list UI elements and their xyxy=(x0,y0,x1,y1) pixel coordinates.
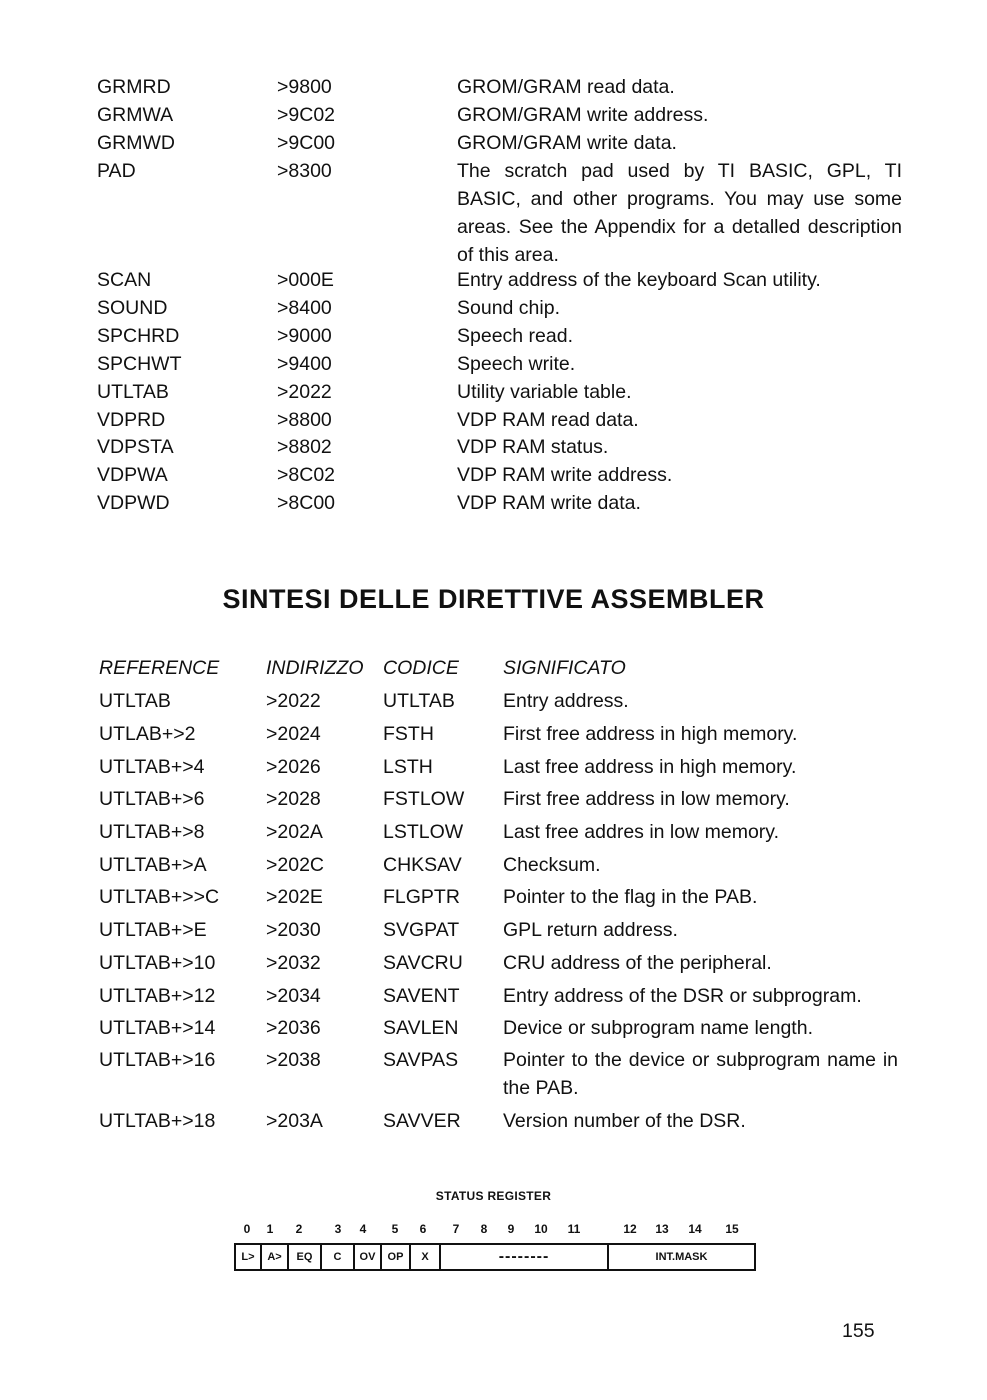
cell-reference: UTLTAB+>12 xyxy=(99,985,216,1007)
symbol-description: GROM/GRAM write address. xyxy=(457,104,709,126)
symbol-address: >9C02 xyxy=(277,104,336,126)
header-significato: SIGNIFICATO xyxy=(503,657,626,679)
cell-indirizzo: >2032 xyxy=(266,952,321,974)
symbol-name: GRMWD xyxy=(97,132,175,154)
bit-number: 6 xyxy=(419,1222,427,1236)
status-bit-op: OP xyxy=(382,1245,411,1269)
symbol-description: The scratch pad used by TI BASIC, GPL, TI BASIC, and other programs. You may use some areas. See the Appendix for a detalled description of this area. xyxy=(457,160,902,266)
symbol-name: UTLTAB xyxy=(97,381,169,403)
header-reference: REFERENCE xyxy=(99,657,220,679)
symbol-description: Sound chip. xyxy=(457,297,560,319)
symbol-address: >8C00 xyxy=(277,492,336,514)
cell-reference: UTLTAB+>6 xyxy=(99,788,205,810)
cell-reference: UTLAB+>2 xyxy=(99,723,196,745)
bit-number: 15 xyxy=(725,1222,739,1236)
bit-number: 8 xyxy=(480,1222,488,1236)
symbol-description: VDP RAM write address. xyxy=(457,464,673,486)
cell-indirizzo: >202A xyxy=(266,821,323,843)
symbol-description: VDP RAM status. xyxy=(457,436,609,458)
bit-number: 2 xyxy=(295,1222,303,1236)
status-bit-agt: A> xyxy=(262,1245,289,1269)
bit-number: 0 xyxy=(243,1222,251,1236)
bit-number: 5 xyxy=(391,1222,399,1236)
symbol-name: SPCHWT xyxy=(97,353,182,375)
cell-codice: FLGPTR xyxy=(383,886,460,908)
status-bit-c: C xyxy=(322,1245,355,1269)
cell-reference: UTLTAB+>>C xyxy=(99,886,220,908)
symbol-address: >000E xyxy=(277,269,334,291)
cell-reference: UTLTAB+>4 xyxy=(99,756,205,778)
cell-codice: CHKSAV xyxy=(383,854,462,876)
cell-reference: UTLTAB+>18 xyxy=(99,1110,216,1132)
cell-codice: FSTLOW xyxy=(383,788,465,810)
symbol-name: VDPWA xyxy=(97,464,168,486)
cell-significato: GPL return address. xyxy=(503,919,678,941)
cell-codice: SAVPAS xyxy=(383,1049,459,1071)
symbol-description: Speech read. xyxy=(457,325,574,347)
cell-indirizzo: >202E xyxy=(266,886,323,908)
status-int-mask: INT.MASK xyxy=(655,1251,708,1263)
symbol-description: Entry address of the keyboard Scan utility. xyxy=(457,269,821,291)
symbol-name: GRMRD xyxy=(97,76,171,98)
status-bit-x: X xyxy=(411,1245,441,1269)
cell-indirizzo: >2038 xyxy=(266,1049,321,1071)
cell-significato: First free address in high memory. xyxy=(503,723,798,745)
status-bit-eq: EQ xyxy=(289,1245,322,1269)
cell-codice: SVGPAT xyxy=(383,919,460,941)
cell-codice: SAVVER xyxy=(383,1110,461,1132)
cell-codice: LSTH xyxy=(383,756,433,778)
symbol-description: VDP RAM read data. xyxy=(457,409,639,431)
cell-significato: Entry address. xyxy=(503,690,629,712)
header-codice: CODICE xyxy=(383,657,459,679)
cell-indirizzo: >2026 xyxy=(266,756,321,778)
cell-indirizzo: >2028 xyxy=(266,788,321,810)
cell-codice: FSTH xyxy=(383,723,434,745)
symbol-address: >9C00 xyxy=(277,132,336,154)
symbol-name: PAD xyxy=(97,160,136,182)
bit-number: 3 xyxy=(334,1222,342,1236)
symbol-address: >2022 xyxy=(277,381,332,403)
cell-indirizzo: >2036 xyxy=(266,1017,321,1039)
symbol-description: GROM/GRAM read data. xyxy=(457,76,675,98)
cell-significato: Pointer to the device or subprogram name in the PAB. xyxy=(503,1049,898,1099)
status-register-box xyxy=(234,1243,756,1271)
cell-indirizzo: >2024 xyxy=(266,723,321,745)
cell-reference: UTLTAB+>16 xyxy=(99,1049,216,1071)
cell-significato: CRU address of the peripheral. xyxy=(503,952,772,974)
symbol-description: Speech write. xyxy=(457,353,576,375)
symbol-name: VDPSTA xyxy=(97,436,174,458)
cell-indirizzo: >203A xyxy=(266,1110,323,1132)
section-title: SINTESI DELLE DIRETTIVE ASSEMBLER xyxy=(222,584,765,614)
symbol-name: VDPRD xyxy=(97,409,166,431)
cell-indirizzo: >2030 xyxy=(266,919,321,941)
status-bits-unused: -------- xyxy=(441,1245,609,1269)
cell-reference: UTLTAB+>8 xyxy=(99,821,205,843)
symbol-address: >9800 xyxy=(277,76,332,98)
symbol-address: >8400 xyxy=(277,297,332,319)
cell-codice: SAVENT xyxy=(383,985,460,1007)
header-indirizzo: INDIRIZZO xyxy=(266,657,364,679)
symbol-address: >9400 xyxy=(277,353,332,375)
bit-number: 4 xyxy=(359,1222,367,1236)
status-bit-lgt: L> xyxy=(236,1245,262,1269)
status-bit-ov: OV xyxy=(355,1245,382,1269)
symbol-name: VDPWD xyxy=(97,492,170,514)
bit-number: 1 xyxy=(266,1222,274,1236)
symbol-address: >9000 xyxy=(277,325,332,347)
cell-indirizzo: >2022 xyxy=(266,690,321,712)
cell-significato: Last free addres in low memory. xyxy=(503,821,779,843)
symbol-name: SPCHRD xyxy=(97,325,180,347)
cell-reference: UTLTAB+>A xyxy=(99,854,207,876)
cell-significato: First free address in low memory. xyxy=(503,788,790,810)
cell-indirizzo: >202C xyxy=(266,854,325,876)
cell-significato: Last free address in high memory. xyxy=(503,756,797,778)
cell-reference: UTLTAB+>E xyxy=(99,919,207,941)
symbol-description: VDP RAM write data. xyxy=(457,492,641,514)
symbol-description: GROM/GRAM write data. xyxy=(457,132,677,154)
cell-significato: Pointer to the flag in the PAB. xyxy=(503,886,758,908)
cell-reference: UTLTAB xyxy=(99,690,171,712)
symbol-name: SCAN xyxy=(97,269,152,291)
bit-number: 10 xyxy=(534,1222,548,1236)
bit-number: 12 xyxy=(623,1222,637,1236)
status-register-title: STATUS REGISTER xyxy=(435,1189,552,1203)
cell-indirizzo: >2034 xyxy=(266,985,321,1007)
bit-number: 14 xyxy=(688,1222,702,1236)
cell-significato: Checksum. xyxy=(503,854,601,876)
cell-codice: SAVLEN xyxy=(383,1017,459,1039)
cell-reference: UTLTAB+>14 xyxy=(99,1017,216,1039)
cell-significato: Version number of the DSR. xyxy=(503,1110,746,1132)
bit-number: 7 xyxy=(452,1222,460,1236)
bit-number: 9 xyxy=(507,1222,515,1236)
symbol-address: >8802 xyxy=(277,436,332,458)
symbol-address: >8300 xyxy=(277,160,332,182)
cell-significato: Device or subprogram name length. xyxy=(503,1017,813,1039)
cell-codice: UTLTAB xyxy=(383,690,455,712)
symbol-address: >8C02 xyxy=(277,464,336,486)
cell-codice: SAVCRU xyxy=(383,952,463,974)
symbol-description: Utility variable table. xyxy=(457,381,632,403)
symbol-name: SOUND xyxy=(97,297,168,319)
cell-reference: UTLTAB+>10 xyxy=(99,952,216,974)
bit-number: 11 xyxy=(567,1222,581,1236)
cell-codice: LSTLOW xyxy=(383,821,464,843)
symbol-name: GRMWA xyxy=(97,104,174,126)
symbol-address: >8800 xyxy=(277,409,332,431)
page-number: 155 xyxy=(842,1320,875,1342)
cell-significato: Entry address of the DSR or subprogram. xyxy=(503,985,862,1007)
bit-number: 13 xyxy=(655,1222,669,1236)
